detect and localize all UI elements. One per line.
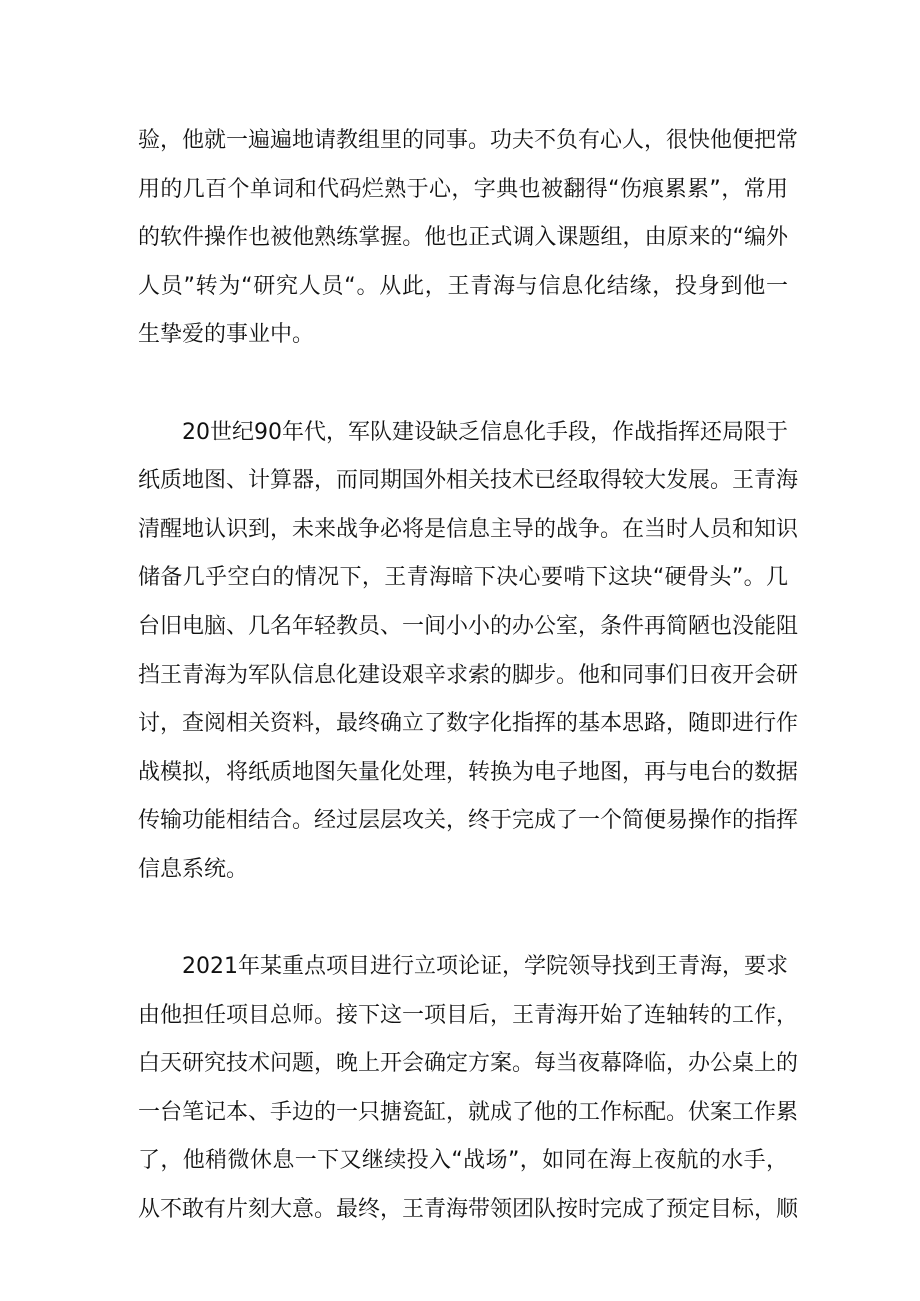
text-line: 了，他稍微休息一下又继续投入“战场”，如同在海上夜航的水手， xyxy=(138,1148,788,1174)
text-line: 纸质地图、计算器，而同期国外相关技术已经取得较大发展。王青海 xyxy=(138,468,799,494)
paragraph-3 xyxy=(138,943,799,1235)
text-line: 20世纪90年代，军队建设缺乏信息化手段，作战指挥还局限于 xyxy=(182,419,788,445)
text-line: 由他担任项目总师。接下这一项目后，王青海开始了连轴转的工作， xyxy=(138,1002,799,1028)
text-line: 清醒地认识到，未来战争必将是信息主导的战争。在当时人员和知识 xyxy=(138,516,799,542)
text-line: 人员”转为“研究人员“。从此，王青海与信息化结缘，投身到他一 xyxy=(138,273,788,299)
paragraph-gap xyxy=(138,895,788,944)
text-line: 生挚爱的事业中。 xyxy=(138,322,315,348)
paragraph-1 xyxy=(138,117,799,360)
document-body xyxy=(138,117,799,1235)
text-line: 传输功能相结合。经过层层攻关，终于完成了一个简便易操作的指挥 xyxy=(138,808,799,834)
text-line: 的软件操作也被他熟练掌握。他也正式调入课题组，由原来的“编外 xyxy=(138,225,788,251)
text-line: 战模拟，将纸质地图矢量化处理，转换为电子地图，再与电台的数据 xyxy=(138,759,799,785)
text-line: 信息系统。 xyxy=(138,856,249,882)
text-line: 储备几乎空白的情况下，王青海暗下决心要啃下这块“硬骨头”。几 xyxy=(138,565,788,591)
paragraph-gap xyxy=(138,360,788,409)
paragraph-2 xyxy=(138,409,799,895)
text-line: 白天研究技术问题，晚上开会确定方案。每当夜幕降临，办公桌上的 xyxy=(138,1051,799,1077)
text-line: 从不敢有片刻大意。最终，王青海带领团队按时完成了预定目标，顺 xyxy=(138,1197,799,1223)
text-line: 一台笔记本、手边的一只搪瓷缸，就成了他的工作标配。伏案工作累 xyxy=(138,1099,799,1125)
text-line: 挡王青海为军队信息化建设艰辛求索的脚步。他和同事们日夜开会研 xyxy=(138,662,799,688)
text-line: 用的几百个单词和代码烂熟于心，字典也被翻得“伤痕累累”，常用 xyxy=(138,176,788,202)
text-line: 验，他就一遍遍地请教组里的同事。功夫不负有心人，很快他便把常 xyxy=(138,128,799,153)
text-line: 讨，查阅相关资料，最终确立了数字化指挥的基本思路，随即进行作 xyxy=(138,711,799,737)
text-line: 台旧电脑、几名年轻教员、一间小小的办公室，条件再简陋也没能阻 xyxy=(138,613,799,639)
text-line: 2021年某重点项目进行立项论证，学院领导找到王青海，要求 xyxy=(182,954,788,980)
